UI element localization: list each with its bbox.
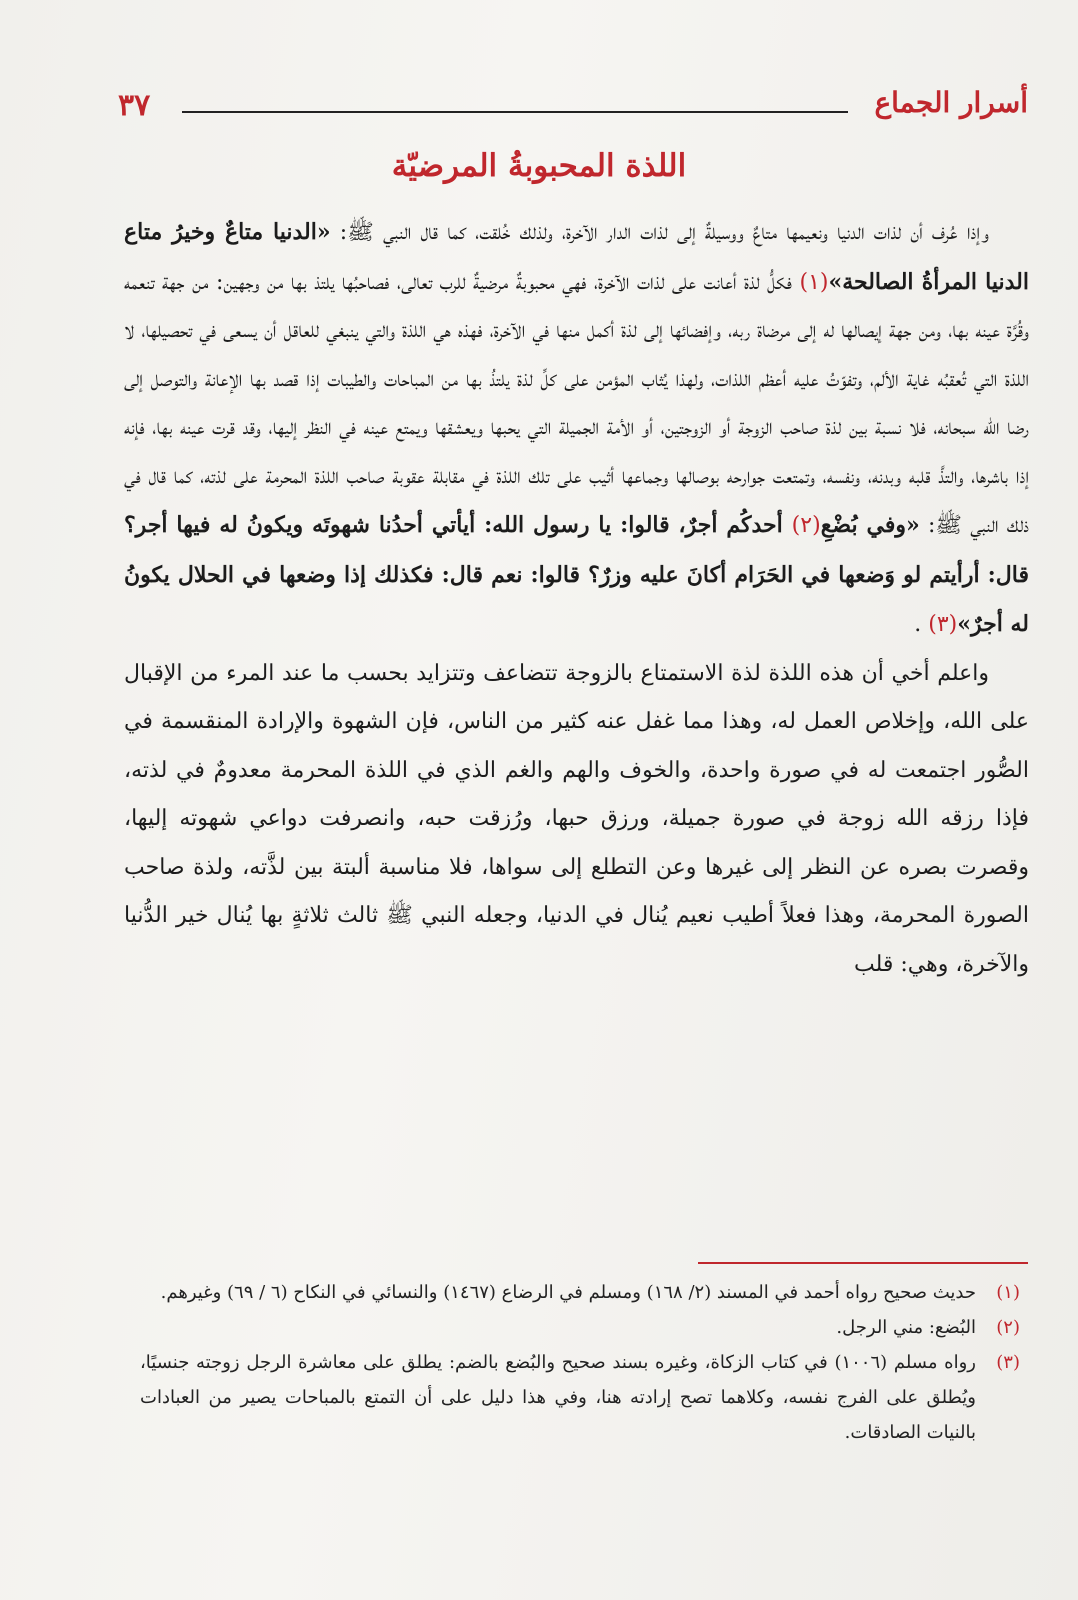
footnote-number: (١) bbox=[996, 1282, 1020, 1303]
footnote-text: حديث صحيح رواه أحمد في المسند (٢/ ١٦٨) ومسلم في الرضاع (١٤٦٧) والنسائي في النكاح (٦ / ٦٩) وغيرهم. bbox=[160, 1282, 976, 1303]
hadith-quote-1: «الدنيا متاعٌ وخيرُ متاع الدنيا المرأةُ الصالحة» bbox=[124, 219, 1029, 295]
paragraph-1-text-3: . bbox=[914, 612, 929, 637]
footnote-marker-3[interactable]: (٣) bbox=[928, 612, 958, 637]
footnote-text: البُضع: مني الرجل. bbox=[836, 1317, 976, 1338]
footnote-1 bbox=[140, 1275, 1020, 1310]
footnote-rule bbox=[698, 1262, 1028, 1264]
hadith-quote-2b: أحدكُم أجرٌ، قالوا: يا رسول الله: أيأتي أحدُنا شهوتَه ويكونُ له فيها أجر؟ قال: أرأيتم لو وَضعها في الحَرَام أكانَ عليه وزرٌ؟ قالوا: نعم قال: فكذلك إذا وضعها في الحلال يكونُ له أجرٌ» bbox=[124, 512, 1029, 637]
footnote-number: (٣) bbox=[996, 1352, 1020, 1373]
running-title: أسرار الجماع bbox=[874, 86, 1028, 119]
footnote-number: (٢) bbox=[996, 1317, 1020, 1338]
footnote-marker-2[interactable]: (٢) bbox=[791, 513, 821, 538]
footnote-marker-1[interactable]: (١) bbox=[799, 269, 829, 295]
page-number: ٣٧ bbox=[118, 88, 151, 123]
section-title: اللذة المحبوبةُ المرضيّة bbox=[391, 148, 687, 184]
page-header bbox=[118, 88, 1028, 132]
footnote-text: رواه مسلم (١٠٠٦) في كتاب الزكاة، وغيره بسند صحيح والبُضع بالضم: يطلق على معاشرة الرجل زوجته جنسيًا، ويُطلق على الفرج نفسه، وكلاهما تصح إرادته هنا، وفي هذا دليل على أن التمتع بالمباحات يصير من العبادات بالنيات الصادقات. bbox=[140, 1352, 976, 1443]
body-text bbox=[124, 208, 1029, 989]
footnote-3 bbox=[140, 1345, 1020, 1450]
hadith-quote-2a: «وفي بُضْعِ bbox=[820, 512, 920, 538]
paragraph-1 bbox=[124, 208, 1029, 650]
paragraph-2: واعلم أخي أن هذه اللذة لذة الاستمتاع بالزوجة تتضاعف وتتزايد بحسب ما عند المرء من الإقبال على الله، وإخلاص العمل له، وهذا مما غفل عنه كثير من الناس، فإن الشهوة والإرادة المنقسمة في الصُّور اجتمعت له في صورة واحدة، والخوف والهم والغم الذي في اللذة المحرمة معدومٌ في لذته، فإذا رزقه الله زوجة في صورة جميلة، ورزق حبها، ورُزقت حبه، وانصرفت دواعي شهوته إليها، وقصرت بصره عن النظر إلى غيرها وعن التطلع إلى سواها، فلا مناسبة ألبتة بين لذَّته، ولذة صاحب الصورة المحرمة، وهذا فعلاً أطيب نعيم يُنال في الدنيا، وجعله النبي ﷺ ثالث ثلاثةٍ بها يُنال خير الدُّنيا والآخرة، وهي: قلب bbox=[124, 660, 1029, 977]
footnote-2 bbox=[140, 1310, 1020, 1345]
paragraph-1-text-2: فكلُّ لذة أعانت على لذات الآخرة، فهي محبوبةٌ مرضيةٌ للرب تعالى، فصاحبُها يلتذ بها من وجهين: من جهة تنعمه وقُرَّة عينه بها، ومن جهة إيصالها له إلى مرضاة ربه، وإفضائها إلى لذة أكمل منها في الآخرة، فهذه هي اللذة والتي ينبغي للعاقل أن يسعى في تحصيلها، لا اللذة التي تُعقبُه غاية الألم، وتفوّتُ عليه أعظم اللذات، ولهذا يُثاب المؤمن على كلِّ لذة يلتذُ بها من المباحات والطيبات إذا قصد بها الإعانة والتوصل إلى رضا الله سبحانه، فلا نسبة بين لذة صاحب الزوجة أو الزوجتين، أو الأمة الجميلة التي يحبها ويعشقها ويمتع عينه في النظر إليها، وقد قرت عينه بها، فإنه إذا باشرها، والتذَّ قلبه وبدنه، ونفسه، وتمتعت جوارحه بوصالها وجماعها أثيب على تلك اللذة في مقابلة عقوبة صاحب اللذة المحرمة على لذته، كما قال في ذلك النبي ﷺ: bbox=[124, 269, 1029, 538]
footnotes bbox=[140, 1275, 1020, 1450]
header-rule bbox=[182, 111, 848, 113]
paragraph-1-text-1: وإذا عُرف أن لذات الدنيا ونعيمها متاعٌ ووسيلةٌ إلى لذات الدار الآخرة، ولذلك خُلقت، كما قال النبي ﷺ: bbox=[330, 220, 990, 245]
